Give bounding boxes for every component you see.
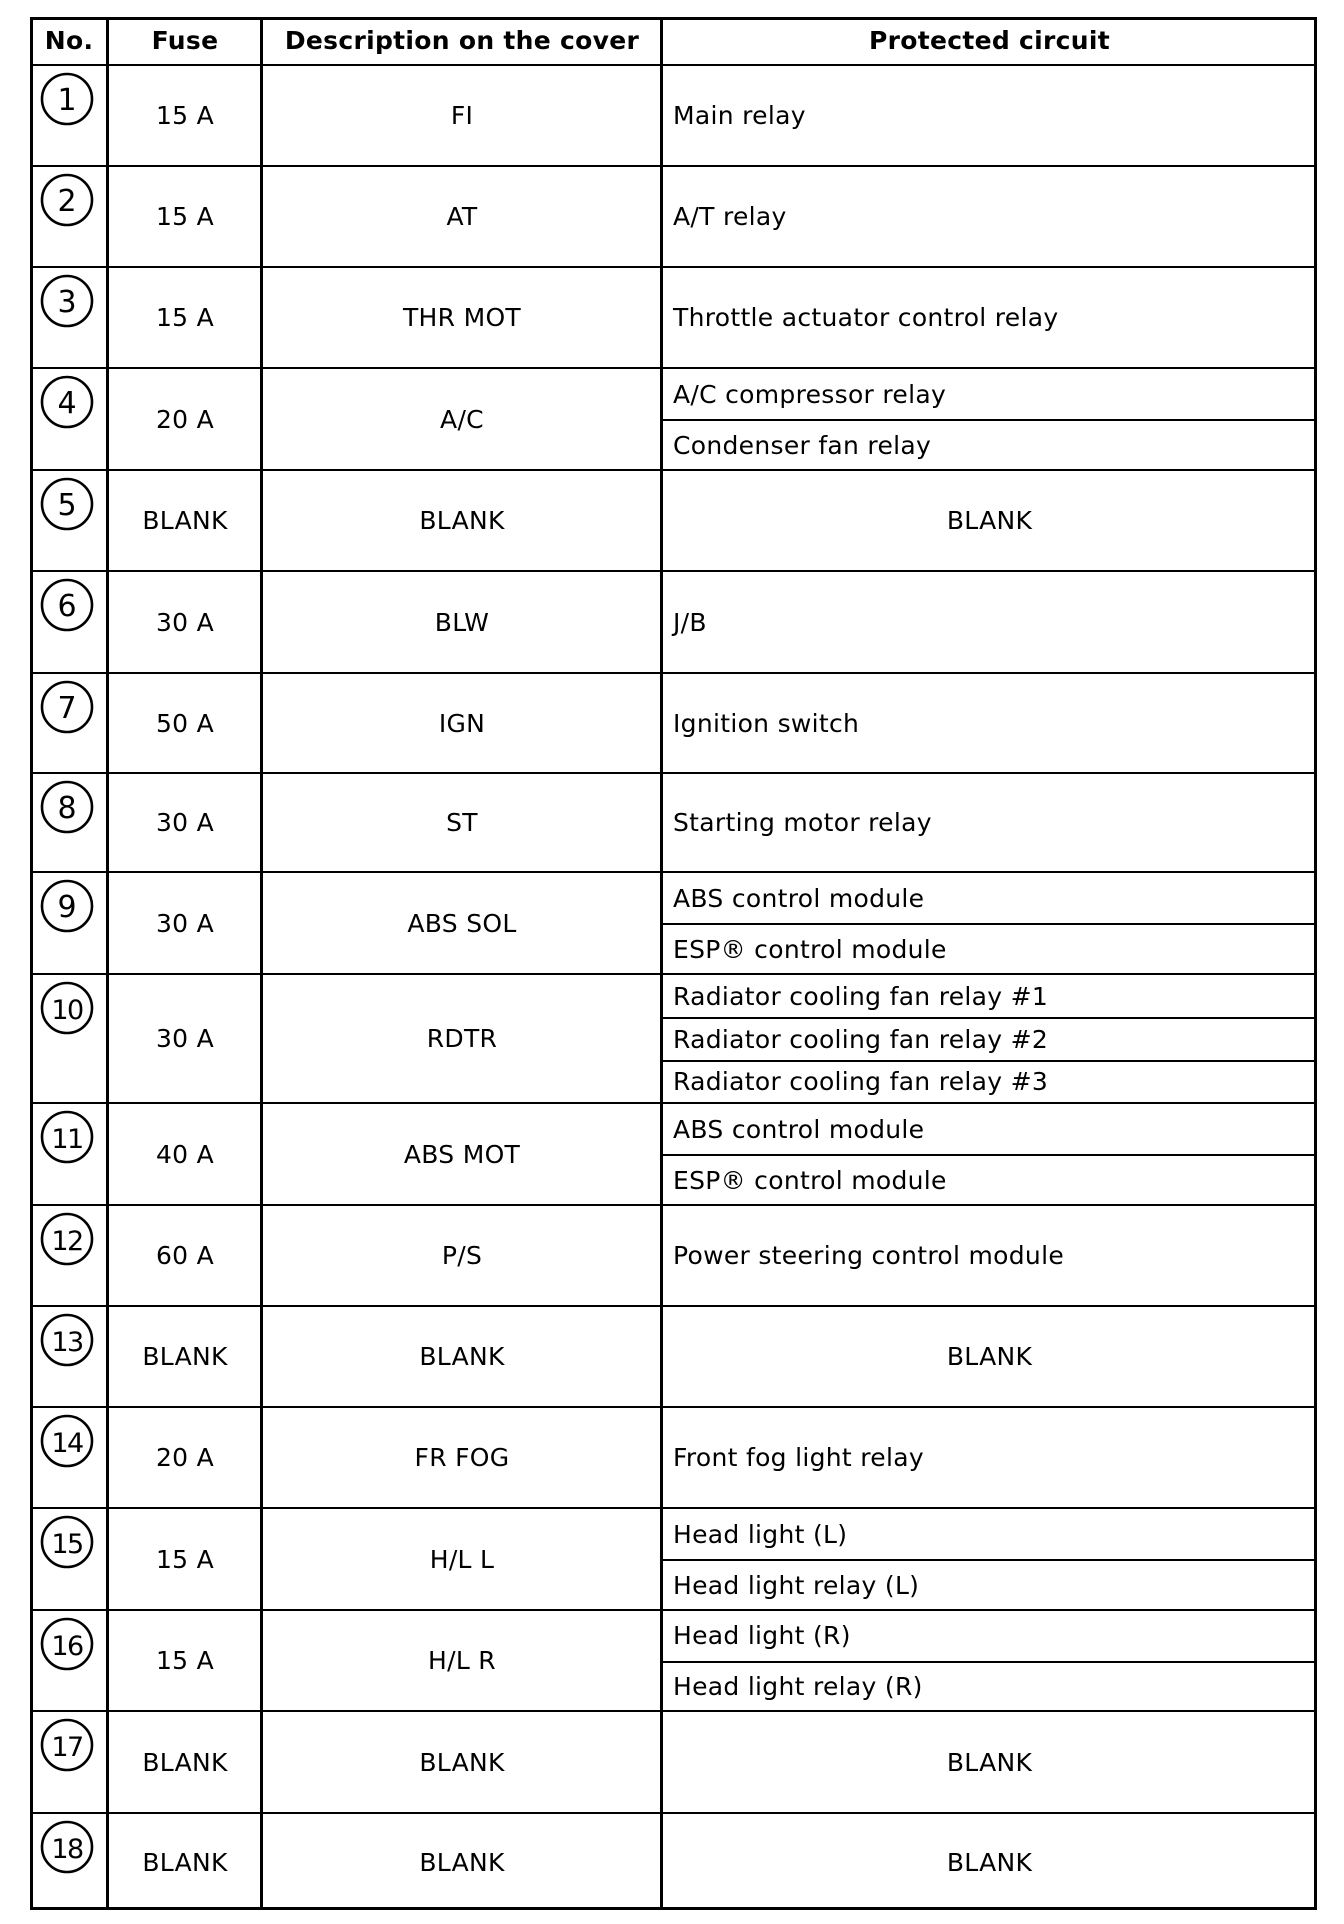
protected-circuit-cell [662,1408,1317,1507]
row-number: 15 [51,1529,83,1560]
protected-circuit-cell [662,572,1317,672]
protected-circuit: Main relay [673,101,806,130]
table-row [30,266,1317,367]
cover-description: AT [446,202,478,231]
row-number-badge [39,1616,95,1672]
row-number-badge [39,71,95,127]
fuse-rating: 30 A [155,607,215,637]
row-number-badge [39,878,95,934]
table-row [30,672,1317,772]
row-number: 10 [51,995,83,1026]
cover-description: ABS MOT [403,1139,521,1169]
fuse-rating: 30 A [155,808,215,837]
fuse-rating: 20 A [155,404,215,434]
protected-circuit: Head light (L) [673,1519,848,1549]
table-header-row [30,17,1317,64]
row-number: 6 [57,589,77,624]
row-number-cell [30,1814,108,1910]
fuse-rating: BLANK [142,1342,228,1371]
row-number-cell [30,873,108,973]
row-number-badge [39,1109,95,1165]
protected-circuit: A/C compressor relay [673,379,947,409]
protected-circuit-cell [662,873,1317,973]
row-number-badge [39,172,95,228]
protected-circuit: BLANK [946,1847,1033,1877]
column-divider [106,17,109,1910]
fuse-rating: 30 A [155,908,215,938]
fuse-rating: 15 A [155,202,215,231]
fuse-rating: 20 A [155,1443,215,1472]
fuse-rating: BLANK [142,1747,228,1777]
row-number-cell [30,674,108,772]
row-number: 17 [51,1732,83,1763]
row-number: 14 [51,1428,83,1459]
row-number-badge [39,1413,95,1469]
row-number: 1 [57,83,77,118]
table-row [30,772,1317,871]
row-number-badge [39,1717,95,1773]
cover-description: IGN [438,708,486,738]
protected-circuit: Starting motor relay [673,808,932,837]
row-number-badge [39,1312,95,1368]
protected-circuit-cell [662,66,1317,165]
protected-circuit-cell [662,1104,1317,1204]
protected-circuit-cell [662,1712,1317,1812]
row-number-cell [30,1104,108,1204]
protected-circuit: Radiator cooling fan relay #1 [673,981,1049,1011]
protected-circuit: A/T relay [673,202,787,231]
cover-description: FI [450,101,474,130]
row-number-cell [30,975,108,1102]
row-number-badge [39,374,95,430]
table-row [30,1102,1317,1204]
protected-circuit-cell [662,1611,1317,1710]
protected-circuit: ESP® control module [662,923,1317,973]
protected-circuit: Radiator cooling fan relay #3 [662,1060,1317,1102]
protected-circuit-cell [662,167,1317,266]
cover-description: H/L L [429,1544,495,1574]
row-number-cell [30,167,108,266]
fuse-rating: 15 A [155,1646,215,1675]
row-number-badge [39,1211,95,1267]
fuse-rating: 15 A [155,101,215,130]
protected-circuit: Power steering control module [673,1241,1064,1270]
table-row [30,1305,1317,1406]
protected-circuit-cell [662,1206,1317,1305]
fuse-rating: 40 A [155,1139,215,1169]
fuse-table [30,17,1317,1910]
row-number: 8 [57,791,77,826]
table-row [30,367,1317,469]
cover-description: ST [446,808,478,837]
cover-description: FR FOG [414,1443,510,1472]
row-number-cell [30,774,108,871]
protected-circuit: ESP® control module [662,1154,1317,1204]
protected-circuit: Front fog light relay [673,1443,924,1472]
fuse-rating: 15 A [155,1544,215,1574]
row-number-cell [30,1712,108,1812]
row-number-cell [30,66,108,165]
row-number-badge [39,980,95,1036]
header-description: Description on the cover [284,26,640,55]
protected-circuit: J/B [673,607,707,637]
protected-circuit: BLANK [946,506,1033,535]
protected-circuit: Radiator cooling fan relay #2 [662,1017,1317,1059]
row-number: 18 [51,1834,83,1865]
table-row [30,469,1317,570]
table-row [30,1507,1317,1609]
row-number-badge [39,273,95,329]
protected-circuit-cell [662,774,1317,871]
row-number: 16 [51,1631,83,1662]
row-number: 3 [57,285,77,320]
table-row [30,1710,1317,1812]
protected-circuit-cell [662,1814,1317,1910]
cover-description: BLANK [419,1747,505,1777]
cover-description: BLW [434,607,490,637]
row-number: 13 [51,1327,83,1358]
row-number-badge [39,476,95,532]
protected-circuit: Ignition switch [673,708,860,738]
table-row [30,1406,1317,1507]
protected-circuit: Throttle actuator control relay [673,303,1059,332]
row-number-cell [30,1206,108,1305]
protected-circuit: Head light relay (L) [662,1559,1317,1609]
header-protected-circuit: Protected circuit [868,26,1110,55]
cover-description: BLANK [419,1847,505,1877]
row-number-cell [30,1408,108,1507]
fuse-rating: 60 A [155,1241,215,1270]
cover-description: BLANK [419,1342,505,1371]
protected-circuit: Head light (R) [673,1621,851,1651]
fuse-rating: 15 A [155,303,215,332]
row-number-cell [30,1509,108,1609]
row-number-badge [39,577,95,633]
protected-circuit: BLANK [946,1342,1033,1371]
cover-description: H/L R [428,1646,496,1675]
row-number: 7 [57,691,77,726]
cover-description: ABS SOL [407,908,517,938]
table-row [30,1812,1317,1910]
fuse-rating: BLANK [142,506,228,535]
table-row [30,973,1317,1102]
row-number-cell [30,471,108,570]
table-row [30,1204,1317,1305]
protected-circuit-cell [662,975,1317,1102]
row-number: 12 [51,1226,83,1257]
row-number: 4 [57,386,77,421]
row-number-badge [39,1514,95,1570]
row-number-badge [39,679,95,735]
table-row [30,570,1317,672]
cover-description: RDTR [426,1024,498,1053]
protected-circuit: ABS control module [673,883,925,913]
column-divider [260,17,263,1910]
row-number: 5 [57,488,77,523]
row-number-cell [30,1611,108,1710]
fuse-rating: 50 A [155,708,215,738]
row-number-cell [30,572,108,672]
row-number-badge [39,1819,95,1875]
protected-circuit-cell [662,674,1317,772]
cover-description: A/C [440,404,484,434]
cover-description: BLANK [419,506,505,535]
row-number: 11 [51,1124,83,1155]
protected-circuit-cell [662,1509,1317,1609]
protected-circuit-cell [662,1307,1317,1406]
protected-circuit: ABS control module [673,1114,925,1144]
protected-circuit: Head light relay (R) [662,1661,1317,1711]
protected-circuit-cell [662,471,1317,570]
header-fuse: Fuse [151,26,219,55]
header-no: No. [44,26,94,55]
fuse-rating: BLANK [142,1847,228,1877]
table-row [30,64,1317,165]
protected-circuit: BLANK [946,1747,1033,1777]
table-row [30,165,1317,266]
row-number-cell [30,1307,108,1406]
row-number: 9 [57,890,77,925]
table-row [30,1609,1317,1710]
row-number-cell [30,268,108,367]
protected-circuit: Condenser fan relay [662,419,1317,469]
table-row [30,871,1317,973]
row-number: 2 [57,184,77,219]
row-number-cell [30,369,108,469]
fuse-rating: 30 A [155,1024,215,1053]
column-divider [660,17,663,1910]
protected-circuit-cell [662,369,1317,469]
cover-description: P/S [441,1241,483,1270]
protected-circuit-cell [662,268,1317,367]
row-number-badge [39,779,95,835]
cover-description: THR MOT [402,303,521,332]
